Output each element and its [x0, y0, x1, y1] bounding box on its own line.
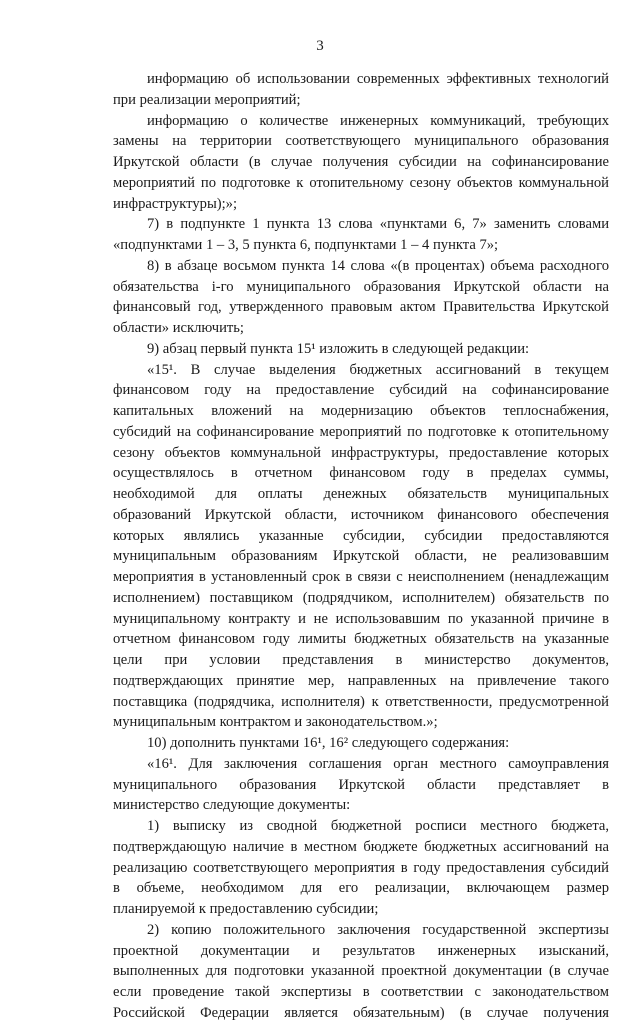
text-line: исполнением) поставщиком (подрядчиком, исполнителем) обязательств по: [113, 589, 609, 606]
text-line: «16¹. Для заключения соглашения орган местного самоуправления: [147, 755, 609, 772]
page-number: 3: [316, 38, 324, 54]
text-line: при реализации мероприятий;: [113, 91, 301, 108]
text-line: муниципальным контрактом и законодательством.»;: [113, 714, 438, 731]
text-line: замены на территории соответствующего муниципального образования: [113, 133, 609, 150]
text-line: образований Иркутской области, источником финансового обеспечения: [113, 506, 609, 523]
text-line: 10) дополнить пунктами 16¹, 16² следующего содержания:: [147, 735, 510, 751]
text-line: сезону объектов коммунальной инфраструктуры, предоставление которых: [113, 444, 609, 461]
text-line: Российской Федерации является обязательным) (в случае получения: [113, 1004, 609, 1021]
text-line: субсидий на софинансирование мероприятий по подготовке к отопительному: [113, 423, 609, 440]
text-line: 2) копию положительного заключения государственной экспертизы: [147, 921, 609, 938]
text-line: 7) в подпункте 1 пункта 13 слова «пунктами 6, 7» заменить словами: [147, 216, 609, 233]
text-line: мероприятий по подготовке к отопительному сезону объектов коммунальной: [113, 174, 609, 191]
text-line: 9) абзац первый пункта 15¹ изложить в следующей редакции:: [147, 340, 530, 357]
text-line: осуществлялось в отчетном финансовом году в пределах суммы,: [113, 465, 609, 482]
text-line: финансовый год, утвержденного правовым актом Правительства Иркутской: [113, 299, 609, 316]
text-line: муниципальным образованиям Иркутской области, не реализовавшим: [113, 548, 609, 565]
text-line: информацию об использовании современных эффективных технологий: [147, 71, 609, 87]
text-line: в объеме, необходимом для его реализации, включающем размер: [113, 880, 609, 897]
text-line: 1) выписку из сводной бюджетной росписи местного бюджета,: [147, 818, 609, 834]
text-line: если проведение такой экспертизы в соответствии с законодательством: [113, 984, 609, 1000]
text-line: «15¹. В случае выделения бюджетных ассигнований в текущем: [147, 361, 609, 378]
text-line: реализацию соответствующего мероприятия в году предоставления субсидий: [113, 859, 609, 876]
text-line: подтверждающую наличие в местном бюджете бюджетных ассигнований на: [113, 838, 609, 855]
text-line: выполненных для подготовки указанной проектной документации (в случае: [113, 963, 609, 980]
text-line: 8) в абзаце восьмом пункта 14 слова «(в процентах) объема расходного: [147, 257, 609, 274]
document-body: [113, 69, 609, 1024]
text-line: необходимой для оплаты денежных обязательств муниципальных: [113, 486, 609, 502]
text-line: которых являлись указанные субсидии, субсидии предоставляются: [113, 527, 609, 544]
text-line: проектной документации и результатов инженерных изысканий,: [113, 942, 609, 959]
text-line: области» исключить;: [113, 320, 244, 336]
text-line: муниципальному контракту и не использовавшим по указанной причине в: [113, 610, 609, 627]
text-line: подтверждающих принятие мер, направленных на привлечение такого: [113, 672, 609, 689]
text-line: муниципального образования Иркутской области представляет в: [113, 776, 609, 793]
text-line: цели при условии представления в министерство документов,: [113, 652, 609, 668]
text-line: капитальных вложений на модернизацию объектов теплоснабжения,: [113, 403, 609, 419]
text-line: планируемой к предоставлению субсидии;: [113, 901, 379, 917]
text-line: инфраструктуры);»;: [113, 195, 238, 212]
text-line: отчетном финансовом году лимиты бюджетных обязательств на указанные: [113, 631, 609, 648]
text-line: Иркутской области (в случае получения субсидии на софинансирование: [113, 154, 609, 170]
text-line: информацию о количестве инженерных коммуникаций, требующих: [147, 112, 609, 129]
text-line: обязательства i-го муниципального образования Иркутской области на: [113, 278, 609, 295]
text-line: поставщика (подрядчика, исполнителя) к ответственности, предусмотренной: [113, 693, 609, 710]
text-line: финансовом году на предоставление субсидий на софинансирование: [113, 382, 609, 399]
text-line: «подпунктами 1 – 3, 5 пункта 6, подпунктами 1 – 4 пункта 7»;: [113, 237, 499, 253]
text-line: мероприятия в установленный срок в связи с неисполнением (ненадлежащим: [113, 569, 609, 585]
text-line: министерство следующие документы:: [113, 797, 351, 814]
